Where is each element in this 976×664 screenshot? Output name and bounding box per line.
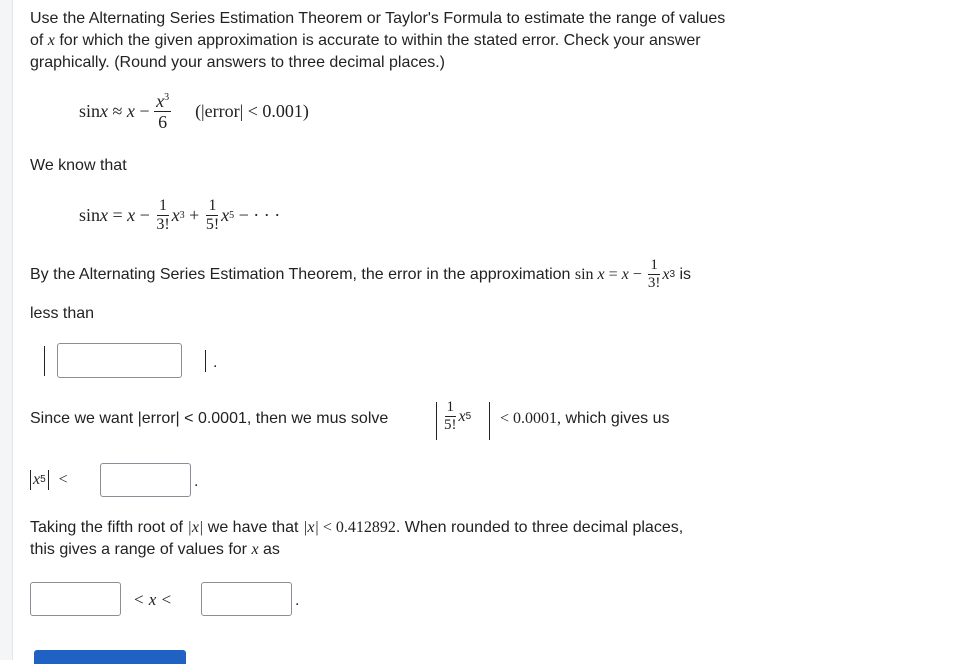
ast-minus: − (628, 265, 646, 283)
we-know-that: We know that (30, 157, 127, 174)
approx-frac-num: x (156, 91, 165, 111)
series-x5: x (221, 205, 230, 225)
answer-range-low-box[interactable] (30, 582, 121, 616)
approx-rhs-var: x (126, 101, 135, 121)
series-tail: − · · · (234, 205, 281, 225)
answer3-period: . (295, 592, 300, 609)
answer-range-high-box[interactable] (201, 582, 292, 616)
since-frac-num: 1 (446, 399, 454, 415)
answer-error-bound-box[interactable] (57, 343, 182, 378)
series-plus: + (184, 205, 204, 225)
left-gutter (0, 0, 13, 660)
since-lt: < 0.0001, (500, 410, 562, 427)
series-frac1-den: 3! (156, 216, 170, 233)
since-gives: which gives us (561, 410, 670, 427)
ast-sentence: By the Alternating Series Estimation Theorem, the error in the approximation sin x = x − $\frac{1}{3!}$ x 3 is (30, 257, 691, 291)
fifth-l2-var: x (251, 541, 259, 558)
ast-eq: = (604, 265, 622, 283)
approx-symbol: ≈ (108, 101, 127, 121)
approx-frac-exp: 3 (164, 92, 170, 103)
series-x3: x (171, 205, 180, 225)
series-x: x (127, 205, 136, 225)
ast-fraction (646, 258, 663, 291)
fifth-root-line-1 (30, 517, 890, 539)
series-eq: = (108, 205, 128, 225)
approximation-formula (79, 92, 309, 131)
fifth-x: |x| (187, 519, 204, 536)
fifth-root-line-2 (30, 539, 890, 561)
question-line-3: graphically. (Round your answers to three decimal places.) (30, 54, 446, 71)
x5-inequality: x 5 < (30, 470, 68, 490)
approx-frac-den: 6 (158, 112, 168, 132)
series-sin: sin (79, 205, 101, 225)
question-text (30, 8, 830, 74)
series-frac2-num: 1 (208, 197, 217, 214)
approx-var: x (100, 101, 109, 121)
submit-button[interactable] (34, 650, 186, 664)
since-math: $\frac{1}{5!}$ x 5 (444, 399, 472, 433)
ast-sin: sin (574, 265, 598, 283)
since-frac-den: 5! (444, 417, 457, 433)
sin-label: sin (79, 101, 101, 121)
ineq-lt: < (58, 471, 68, 488)
since-text: Since we want |error| < 0.0001, then we mus solve (30, 410, 389, 427)
q2-var: x (47, 32, 55, 49)
q2-post: for which the given approximation is accurate to within the stated error. Check your answer (54, 32, 701, 49)
series-frac-1 (154, 198, 171, 233)
fifth-ineq: < 0.412892 (318, 519, 396, 536)
series-frac1-num: 1 (158, 197, 167, 214)
series-var: x (100, 205, 109, 225)
q2-pre: of (30, 32, 48, 49)
answer-range-high-input[interactable] (202, 583, 291, 615)
range-middle: < x < (133, 590, 172, 609)
ast-text: By the Alternating Series Estimation Theorem, the error in the approximation (30, 265, 575, 283)
answer1-period: . (213, 354, 218, 371)
fifth-x2: |x| (302, 519, 319, 536)
approx-fraction (154, 92, 171, 131)
since-x: x (458, 407, 466, 425)
fifth-pre: Taking the fifth root of (30, 519, 188, 536)
answer-error-bound-input[interactable] (58, 344, 181, 377)
since-abs-left (436, 402, 437, 440)
question-line-2 (30, 30, 830, 52)
error-bound: (|error| < 0.001) (195, 101, 309, 121)
fifth-post: . When rounded to three decimal places, (395, 519, 684, 536)
since-fraction (442, 400, 459, 433)
since-abs-right (489, 402, 490, 440)
abs-bar-left (44, 346, 45, 376)
answer-x5-bound-input[interactable] (101, 464, 190, 496)
less-than-label: less than (30, 305, 95, 322)
approx-minus: − (134, 101, 155, 121)
fifth-mid: we have that (203, 519, 303, 536)
answer2-period: . (194, 473, 199, 490)
series-frac-2 (204, 198, 221, 233)
series-minus: − (135, 205, 155, 225)
ast-is: is (675, 265, 691, 283)
answer-range-low-input[interactable] (31, 583, 120, 615)
ineq-x: x (33, 471, 41, 488)
since-after (500, 410, 670, 428)
answer-x5-bound-box[interactable] (100, 463, 191, 497)
ast-var: x (597, 265, 605, 283)
ast-frac-num: 1 (650, 257, 658, 273)
series-formula: sin x = x − $\frac{1}{3!}$ x 3 + $\frac{1}{5!}$ x 5 − · · · (79, 197, 281, 233)
series-frac2-den: 5! (205, 216, 220, 233)
ast-frac-den: 3! (647, 275, 661, 291)
fifth-l2-post: as (258, 541, 280, 558)
ast-x: x (621, 265, 629, 283)
abs-bar-right (205, 350, 206, 372)
ast-x3: x (662, 265, 670, 283)
fifth-root-text (30, 517, 890, 561)
question-line-1: Use the Alternating Series Estimation Theorem or Taylor's Formula to estimate the range of values (30, 10, 726, 27)
fifth-l2-pre: this gives a range of values for (30, 541, 252, 558)
